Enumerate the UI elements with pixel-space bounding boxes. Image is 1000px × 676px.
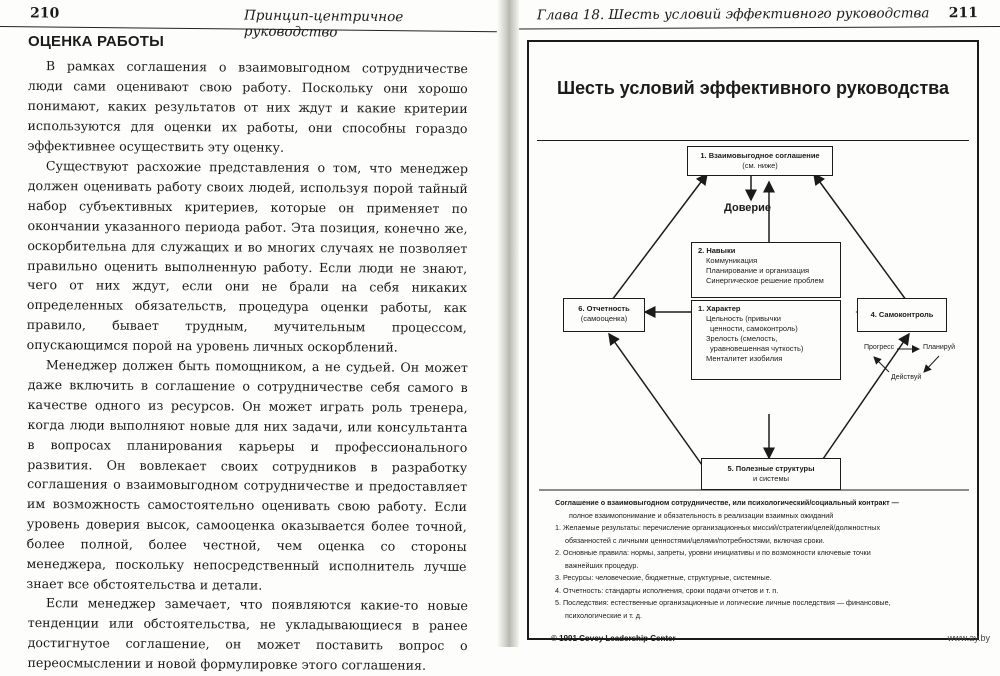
box-self-control: 4. Самоконтроль: [857, 298, 947, 332]
note-line: важнейших процедур.: [565, 560, 639, 570]
box-mutual-agreement: 1. Взаимовыгодное соглашение (см. ниже): [687, 146, 833, 176]
cycle-arrow-3: [874, 357, 889, 372]
cycle-label-do: Действуй: [891, 374, 922, 381]
paragraph-1: В рамках соглашения о взаимовыгодном сотрудничестве люди сами оценивают свою работу. Поскольку они хорошо понимают, каких результатов от них ждут и какие критерии используются для оценки их работы, они способны гораздо эффективнее осуществить эту оценку.: [27, 58, 468, 155]
note-line: полное взаимопонимание и обязательность в реализации взаимных ожиданий: [569, 510, 834, 520]
left-page-header: [0, 4, 497, 41]
paragraph-4: Если менеджер замечает, что появляются какие-то новые тенденции или обстоятельства, не укладывающиеся в ранее достигнутое соглашение, он может поставить вопрос о переосмыслении и новой формулировке этого соглашения.: [27, 595, 468, 673]
section-title: ОЦЕНКА РАБОТЫ: [28, 33, 165, 50]
box-accountability: 6. Отчетность (самооценка): [563, 298, 645, 332]
right-page-header: [519, 4, 1000, 30]
left-page-number: 210: [29, 5, 60, 22]
right-page: [519, 0, 1000, 647]
note-line: Соглашение о взаимовыгодном сотрудничестве, или психологический/социальный контракт —: [555, 498, 899, 507]
box-character: 1. Характер Цельность (привычки ценности, самоконтроль) Зрелость (смелость, уравновешенная чуткость) Менталитет изобилия: [691, 300, 841, 380]
note-line: психологические и т. д.: [565, 610, 642, 620]
book-gutter: [497, 0, 519, 647]
figure-copyright: © 1991 Covey Leadership Center: [551, 634, 676, 643]
note-line: 2. Основные правила: нормы, запреты, уровни инициативы и по возможности ключевые точки: [555, 548, 871, 557]
note-line: 4. Отчетность: стандарты исполнения, сроки подачи отчетов и т. п.: [555, 585, 779, 595]
right-page-number: 211: [948, 5, 979, 22]
box-structures-systems: 5. Полезные структуры и системы: [701, 458, 841, 490]
note-line: 1. Желаемые результаты: перечисление организационных миссий/стратегии/целей/должностных: [555, 523, 881, 532]
paragraph-3: Менеджер должен быть помощником, а не судьей. Он может даже включить в соглашение о сотрудничестве себя самого в качестве одного из ресурсов. Он может играть роль тренера, когда люди выполняют новые для них задачи, или консультанта в вопросах планирования карьеры и профессионального развития. Он вовлекает своих сотрудников в разработку соглашения о взаимовыгодном сотрудничестве и предоставляет им возможность самостоятельно оценивать свою работу. Если уровень доверия высок, самооценка оказывается более точной, более полной, более честной, чем оценка со стороны менеджера, поскольку непосредственный исполнитель лучше знает все обстоятельства и детали.: [26, 356, 468, 593]
cycle-label-act: Планируй: [923, 344, 956, 351]
diagram-figure: [527, 40, 979, 643]
paragraph-2: Существуют расхожие представления о том, что менеджер должен оценивать работу своих людей, используя порой тайный набор субъективных критериев, которые он применяет по окончании указанного периода работ. Эта позиция, конечно же, оскорбительна для служащих и во многих случаях не позволяет правильно оценить выполненную работу. Если люди не знают, чего от них ждут, если они не брали на себя никаких определенных обязательств, процедура оценки работы, как правило, бывает трудным, мучительным процессом, опускающимся порой на уровень личных оскорблений.: [26, 157, 468, 355]
right-running-head: Глава 18. Шесть условий эффективного руководства: [536, 5, 930, 24]
trust-label: Доверие: [724, 202, 772, 214]
figure-notes: [555, 497, 971, 622]
note-line: обязанностей с личными ценностями/целями/потребностями, включая сроки.: [565, 535, 825, 545]
left-page-body: [28, 33, 468, 673]
note-line: 3. Ресурсы: человеческие, бюджетные, структурные, системные.: [555, 573, 772, 582]
watermark: www.ay.by: [947, 633, 990, 643]
note-line: 5. Последствия: естественные организационные и логические личные последствия — финансовые,: [555, 598, 891, 607]
cycle-arrow-2: [924, 356, 939, 372]
left-running-head: Принцип-центричное руководство: [243, 7, 404, 41]
left-page: [0, 0, 497, 673]
cycle-label-plan: Прогресс: [864, 344, 895, 351]
box-skills: 2. Навыки Коммуникация Планирование и организация Синергическое решение проблем: [691, 242, 841, 298]
figure-title: Шесть условий эффективного руководства: [557, 78, 949, 98]
